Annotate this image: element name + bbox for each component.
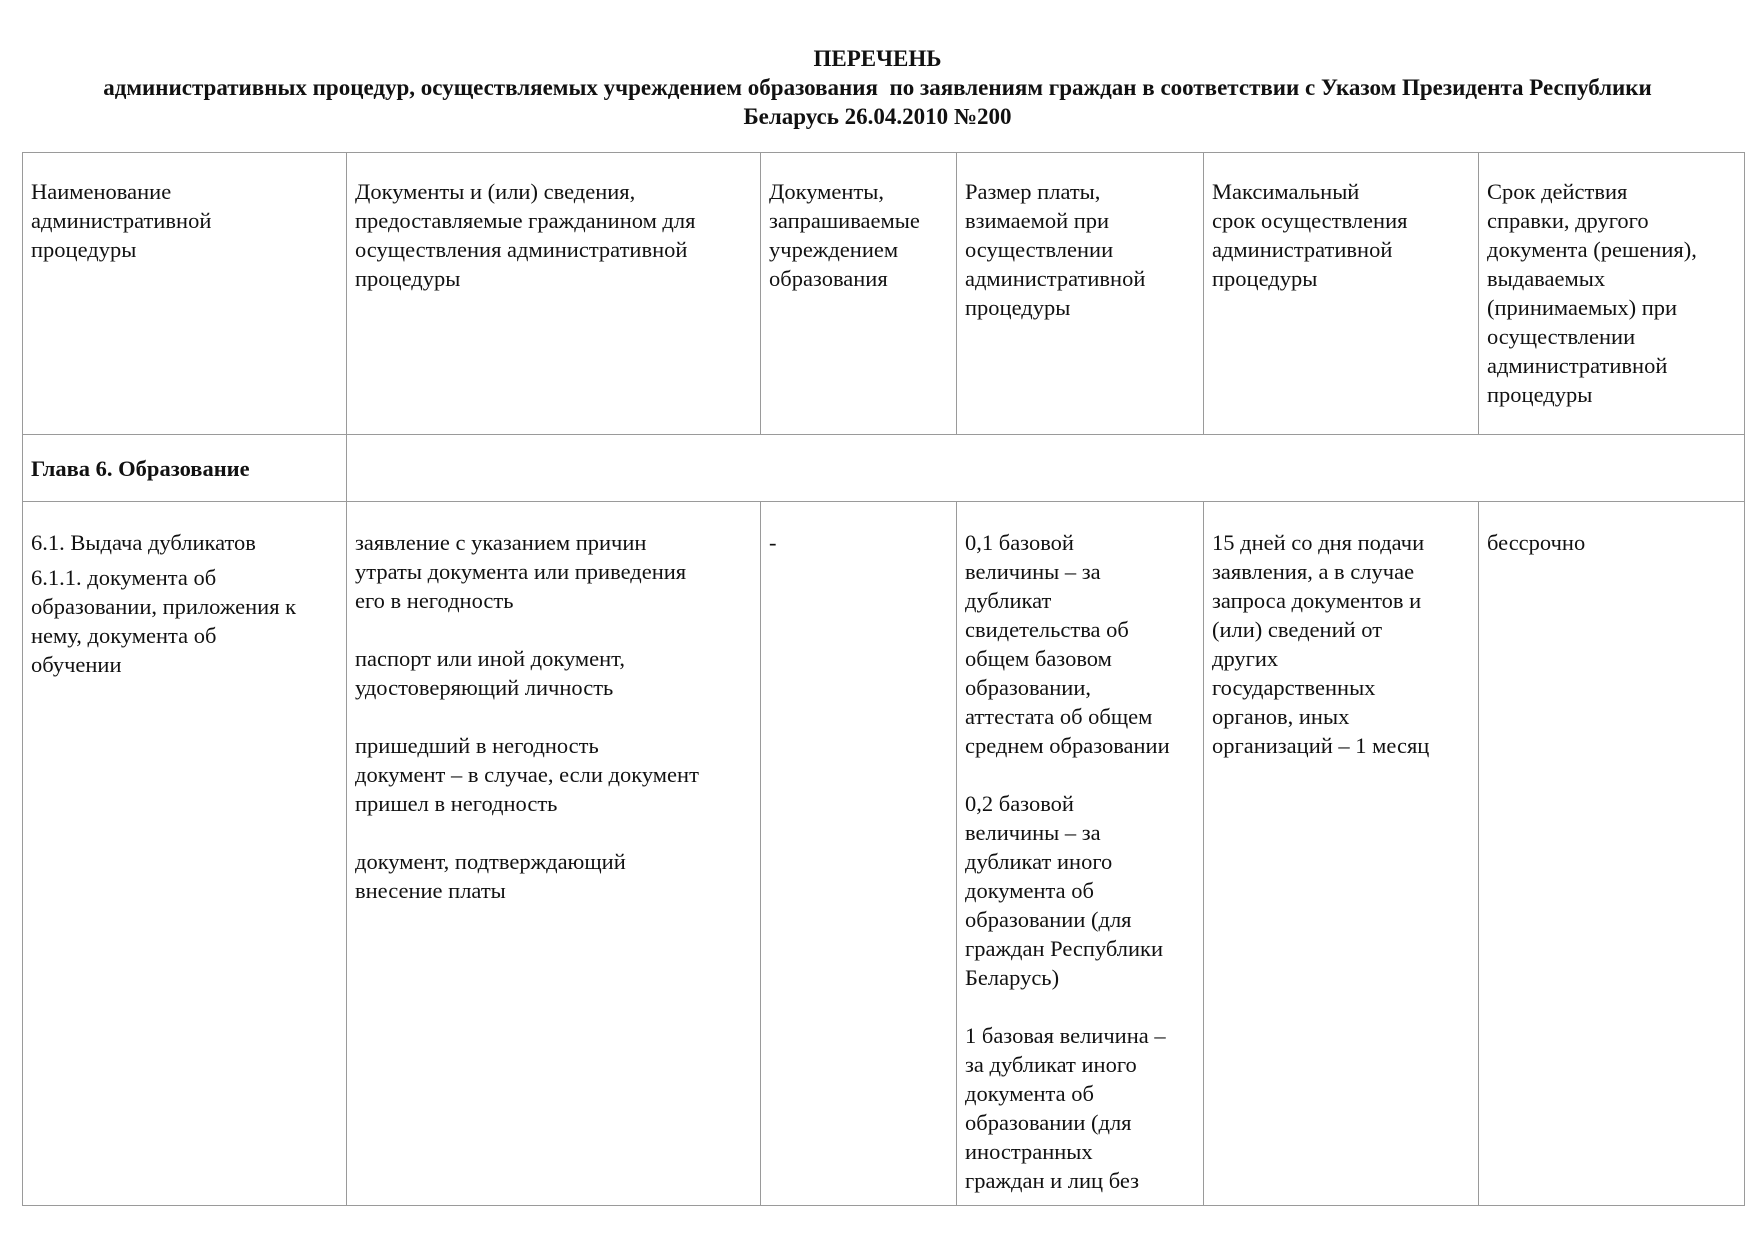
document-item: документ, подтверждающий внесение платы [355,849,626,903]
title-line-3: Беларусь 26.04.2010 №200 [743,104,1012,129]
procedures-table [22,152,1745,1206]
header-fee: Размер платы, взимаемой при осуществлении административной процедуры [957,153,1204,435]
procedure-subtitle: 6.1.1. документа об образовании, приложения к нему, документа об обучении [31,565,297,677]
title-line-1: ПЕРЕЧЕНЬ [813,46,942,71]
cell-citizen-documents [347,502,761,1206]
header-citizen-documents: Документы и (или) сведения, предоставляемые гражданином для осуществления административной процедуры [347,153,761,435]
title-line-2: административных процедур, осуществляемых учреждением образования по заявлениям граждан в соответствии с Указом Президента Республики [103,75,1652,100]
cell-requested-documents: - [761,502,957,1206]
document-item: паспорт или иной документ, удостоверяющий личность [355,646,625,700]
table-row [23,502,1745,1206]
header-procedure-name: Наименование административной процедуры [23,153,347,435]
cell-max-term: 15 дней со дня подачи заявления, а в случае запроса документов и (или) сведений от других государственных органов, иных организаций – 1 месяц [1204,502,1479,1206]
header-requested-documents: Документы, запрашиваемые учреждением образования [761,153,957,435]
fee-item: 0,2 базовой величины – за дубликат иного документа об образовании (для граждан Республики Беларусь) [965,791,1163,990]
header-max-term: Максимальный срок осуществления административной процедуры [1204,153,1479,435]
chapter-title: Глава 6. Образование [23,435,347,502]
fee-item: 1 базовая величина – за дубликат иного документа об образовании (для иностранных граждан и лиц без [965,1023,1166,1193]
header-validity: Срок действия справки, другого документа (решения), выдаваемых (принимаемых) при осуществлении административной процедуры [1479,153,1745,435]
document-title [0,44,1755,131]
fee-item: 0,1 базовой величины – за дубликат свидетельства об общем базовом образовании, аттестата об общем среднем образовании [965,530,1170,758]
document-item: заявление с указанием причин утраты документа или приведения его в негодность [355,530,687,613]
cell-fee [957,502,1204,1206]
table-header-row [23,153,1745,435]
chapter-row [23,435,1745,502]
chapter-empty-cell [347,435,1745,502]
cell-validity: бессрочно [1479,502,1745,1206]
cell-procedure-name [23,502,347,1206]
procedure-title: 6.1. Выдача дубликатов [31,530,256,555]
document-item: пришедший в негодность документ – в случае, если документ пришел в негодность [355,733,699,816]
